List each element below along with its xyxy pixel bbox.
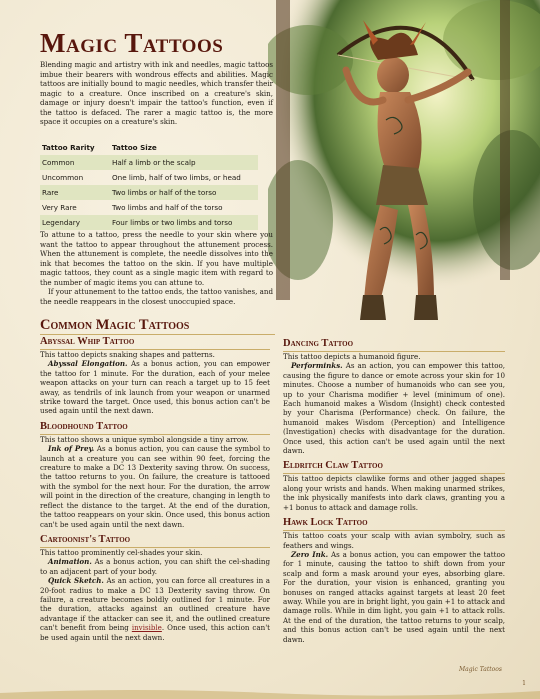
cartoonist-quick-sketch — [40, 576, 270, 642]
table-cell: Legendary — [40, 215, 110, 230]
table-cell: Four limbs or two limbs and torso — [110, 215, 258, 230]
table-cell: Very Rare — [42, 203, 77, 212]
section-divider — [40, 334, 275, 335]
dancing-heading: Dancing Tattoo — [283, 338, 505, 352]
hawk-lock-desc: This tattoo coats your scalp with avian symbolry, such as feathers and wings. — [283, 531, 505, 550]
invisible-link[interactable]: invisible — [131, 623, 162, 633]
table-row — [40, 185, 258, 200]
dancing-desc: This tattoo depicts a humanoid figure. — [283, 352, 421, 361]
table-cell: Uncommon — [42, 173, 84, 182]
table-header-rarity: Tattoo Rarity — [42, 142, 95, 152]
feature-name: Quick Sketch. — [48, 576, 104, 586]
hawk-lock-feature — [283, 550, 505, 644]
abyssal-whip-feature — [40, 359, 270, 415]
footer-decoration — [0, 683, 540, 699]
feature-text: As a bonus action, you can empower the tattoo for 1 minute. For the duration, each of your melee weapon attacks on your turn can reach a target up to 15 feet away, as tendrils of ink launch from your weapon or unarmed strike toward the target. Once used, this bonus action can't be used again until the next dawn. — [40, 359, 271, 416]
abyssal-whip-desc: This tattoo depicts snaking shapes and patterns. — [40, 350, 215, 359]
feature-name: Performinks. — [291, 361, 343, 371]
feature-name: Ink of Prey. — [48, 444, 95, 454]
hawk-lock-heading: Hawk Lock Tattoo — [283, 517, 505, 531]
table-cell: Two limbs or half of the torso — [110, 185, 258, 200]
eldritch-claw-heading: Eldritch Claw Tattoo — [283, 460, 505, 474]
intro-paragraph: Blending magic and artistry with ink and needles, magic tattoos imbue their bearers with wondrous effects and abilities. Magic tattoos are initially bound to magic needles, which transfer their magic to a creature. Once inscribed on a creature's skin, damage or injury doesn't impair the tattoo's function, even if the tattoo is defaced. The rarer a magic tattoo is, the more space it occupies on a creature's skin. — [40, 60, 273, 126]
illustration-forest-archer — [268, 0, 540, 330]
bloodhound-desc: This tattoo shows a unique symbol alongside a tiny arrow. — [40, 434, 249, 444]
feature-name: Zero Ink. — [291, 549, 329, 559]
eldritch-claw-text: This tattoo depicts clawlike forms and other jagged shapes along your wrists and hands. When making unarmed strikes, the ink physically manifests into dark claws, granting you a +1 bonus to attack and damage rolls. — [283, 474, 505, 512]
page-number: 1 — [522, 680, 526, 687]
attunement-end-paragraph: If your attunement to the tattoo ends, the tattoo vanishes, and the needle reappears in the closest unoccupied space. — [40, 287, 273, 306]
table-cell: Two limbs and half of the torso — [112, 203, 223, 212]
section-title: Common Magic Tattoos — [40, 317, 190, 333]
table-cell: Rare — [40, 185, 110, 200]
table-header-size: Tattoo Size — [112, 142, 157, 152]
table-cell: One limb, half of two limbs, or head — [112, 173, 241, 182]
feature-text: As a bonus action, you can shift the cel-shading to an adjacent part of your body. — [40, 557, 270, 576]
table-row — [40, 200, 258, 215]
rarity-table — [40, 140, 258, 230]
page-title: Magic Tattoos — [40, 28, 224, 58]
feature-text: As an action, you can empower this tattoo, causing the figure to dance or emote across your skin for 10 minutes. Choose a number of humanoids who can see you, up to your Charisma modifier + level (minimum of one). Each humanoid makes a Wisdom (Insight) check contested by your Charisma (Performance) check. On failure, the humanoid makes Wisdom (Perception) and Intelligence (Investigation) checks with disadvantage for the duration. Once used, this action can't be used again until the next dawn. — [283, 361, 505, 456]
table-row — [40, 155, 258, 170]
abyssal-whip-heading: Abyssal Whip Tattoo — [40, 336, 270, 350]
feature-text: As a bonus action, you can empower the tattoo for 1 minute, causing the tattoo to shift down from your scalp and form a mask around your eyes, absorbing glare. For the duration, your vision is enhanced, granting you bonuses on ranged attacks against targets at least 20 feet away. While you are in bright light, you gain +1 to attack and damage rolls. While in dim light, you gain +1 to attack rolls. At the end of the duration, the tattoo returns to your scalp, and this bonus action can't be used again until the next dawn. — [283, 549, 505, 644]
table-cell: Half a limb or the scalp — [110, 155, 258, 170]
dancing-feature — [283, 361, 505, 455]
cartoonist-desc: This tattoo prominently cel-shades your skin. — [40, 547, 203, 557]
table-header-row — [40, 140, 258, 155]
cartoonist-heading: Cartoonist's Tattoo — [40, 534, 270, 548]
right-column — [283, 338, 505, 644]
bloodhound-feature — [40, 444, 270, 529]
table-row — [40, 170, 258, 185]
attunement-paragraph: To attune to a tattoo, press the needle to your skin where you want the tattoo to appear throughout the attunement process. When the attunement is complete, the needle dissolves into the ink that becomes the tattoo on the skin. If you have multiple magic tattoos, they count as a single magic item with regard to the number of magic items you can attune to. — [40, 230, 273, 287]
bloodhound-heading: Bloodhound Tattoo — [40, 421, 270, 435]
feature-name: Animation. — [48, 557, 92, 567]
feature-text: As a bonus action, you can cause the symbol to launch at a creature you can see within 90 feet, forcing the creature to make a DC 13 Dexterity saving throw. On success, the tattoo returns to you. On failure, the creature is tattooed with the symbol for the next hour. For the duration, the arrow will point in the direction of the creature, changing in length to reflect the distance to the target. At the end of the duration, the tattoo reappears on your skin. Once used, this bonus action can't be used again until the next dawn. — [40, 444, 270, 529]
left-column — [40, 336, 270, 642]
attunement-text — [40, 230, 273, 306]
feature-name: Abyssal Elongation. — [48, 359, 128, 369]
table-row — [40, 215, 258, 230]
feature-text: As an action, you can force all creatures in a 20-foot radius to make a DC 13 Dexterity saving throw. On failure, a creature becomes boldly outlined for 1 minute. For the duration, attacks against an outlined creature have advantage if the attacker can see it, and the outlined creature can't benefit from being — [40, 576, 270, 633]
table-cell: Common — [40, 155, 110, 170]
feature-text-end: . Once used, this action can't be used again until the next dawn. — [40, 623, 270, 642]
cartoonist-animation — [40, 557, 270, 576]
footer-label: Magic Tattoos — [459, 666, 502, 673]
